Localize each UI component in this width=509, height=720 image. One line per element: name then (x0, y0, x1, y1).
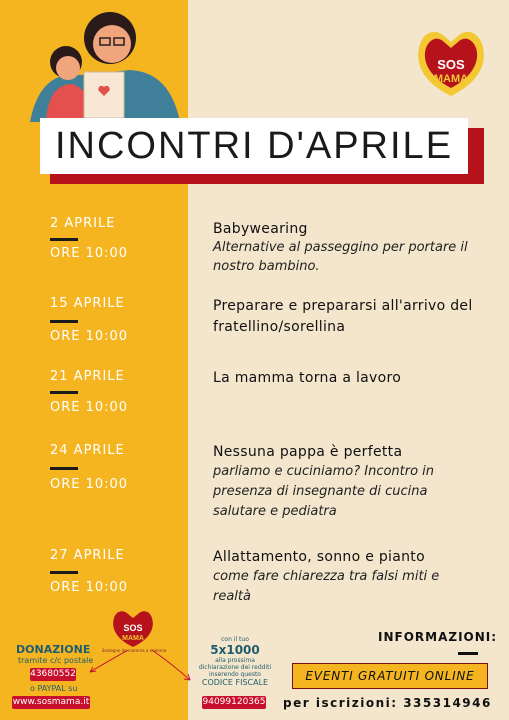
divider (50, 320, 78, 323)
event-title: La mamma torna a lavoro (213, 370, 402, 386)
page-title: INCONTRI D'APRILE (54, 124, 454, 167)
fx-intro: con il tuo (221, 636, 249, 643)
online-events-badge (292, 663, 488, 689)
info-label: INFORMAZIONI: (378, 630, 498, 644)
sos-mama-logo-icon (412, 22, 490, 98)
donation-title: DONAZIONE (16, 643, 91, 656)
title-box (40, 118, 468, 174)
divider (458, 652, 478, 655)
fx-line: dichiarazione dei redditi (198, 664, 272, 671)
five-per-thousand (196, 636, 274, 688)
event-time: ORE 10:00 (50, 477, 129, 492)
event-time: ORE 10:00 (50, 580, 129, 595)
svg-text:MAMA: MAMA (122, 635, 144, 642)
contact-line[interactable]: per iscrizioni: 335314946 (283, 696, 492, 710)
donation-subtitle: tramite c/c postale (18, 656, 94, 665)
fx-line: inserendo questo (209, 671, 261, 678)
event-date: 27 APRILE (50, 548, 125, 563)
event-date: 21 APRILE (50, 369, 125, 384)
donation-website[interactable]: www.sosmama.it (12, 697, 90, 707)
divider (50, 571, 78, 574)
event-subtitle: parliamo e cuciniamo? Incontro in presenza di insegnante di cucina salutare e pediatra (213, 464, 435, 519)
fx-code-label: CODICE FISCALE (201, 678, 269, 687)
mother-child-illustration (30, 0, 180, 122)
divider (50, 238, 78, 241)
svg-text:MAMA: MAMA (433, 73, 469, 85)
event-title: Babywearing (213, 221, 308, 237)
arrow-icon (80, 640, 200, 690)
svg-text:SOS: SOS (437, 57, 465, 72)
event-title: Preparare e prepararsi all'arrivo del fratellino/sorellina (213, 298, 473, 335)
online-events-text: EVENTI GRATUITI ONLINE (305, 669, 475, 683)
event-date: 15 APRILE (50, 296, 125, 311)
event-date: 2 APRILE (50, 216, 116, 231)
logo-caption: Sostegno da mamma a mamma (101, 648, 167, 653)
svg-text:SOS: SOS (123, 623, 143, 633)
right-cream-panel (188, 0, 509, 720)
donation-paypal: o PAYPAL su (30, 684, 78, 693)
event-date: 24 APRILE (50, 443, 125, 458)
divider (50, 467, 78, 470)
event-title: Nessuna pappa è perfetta (213, 444, 403, 460)
event-time: ORE 10:00 (50, 400, 129, 415)
event-time: ORE 10:00 (50, 329, 129, 344)
event-subtitle: come fare chiarezza tra falsi miti e realtà (213, 569, 440, 604)
event-time: ORE 10:00 (50, 246, 129, 261)
fx-line: alla prossima (215, 657, 255, 664)
fx-headline: 5x1000 (210, 643, 260, 657)
event-title: Allattamento, sonno e pianto (213, 549, 425, 565)
donation-account: 43680552 (30, 669, 76, 679)
fiscal-code: 94099120365 (202, 697, 266, 707)
divider (50, 391, 78, 394)
event-subtitle: Alternative al passeggino per portare il nostro bambino. (213, 240, 468, 274)
